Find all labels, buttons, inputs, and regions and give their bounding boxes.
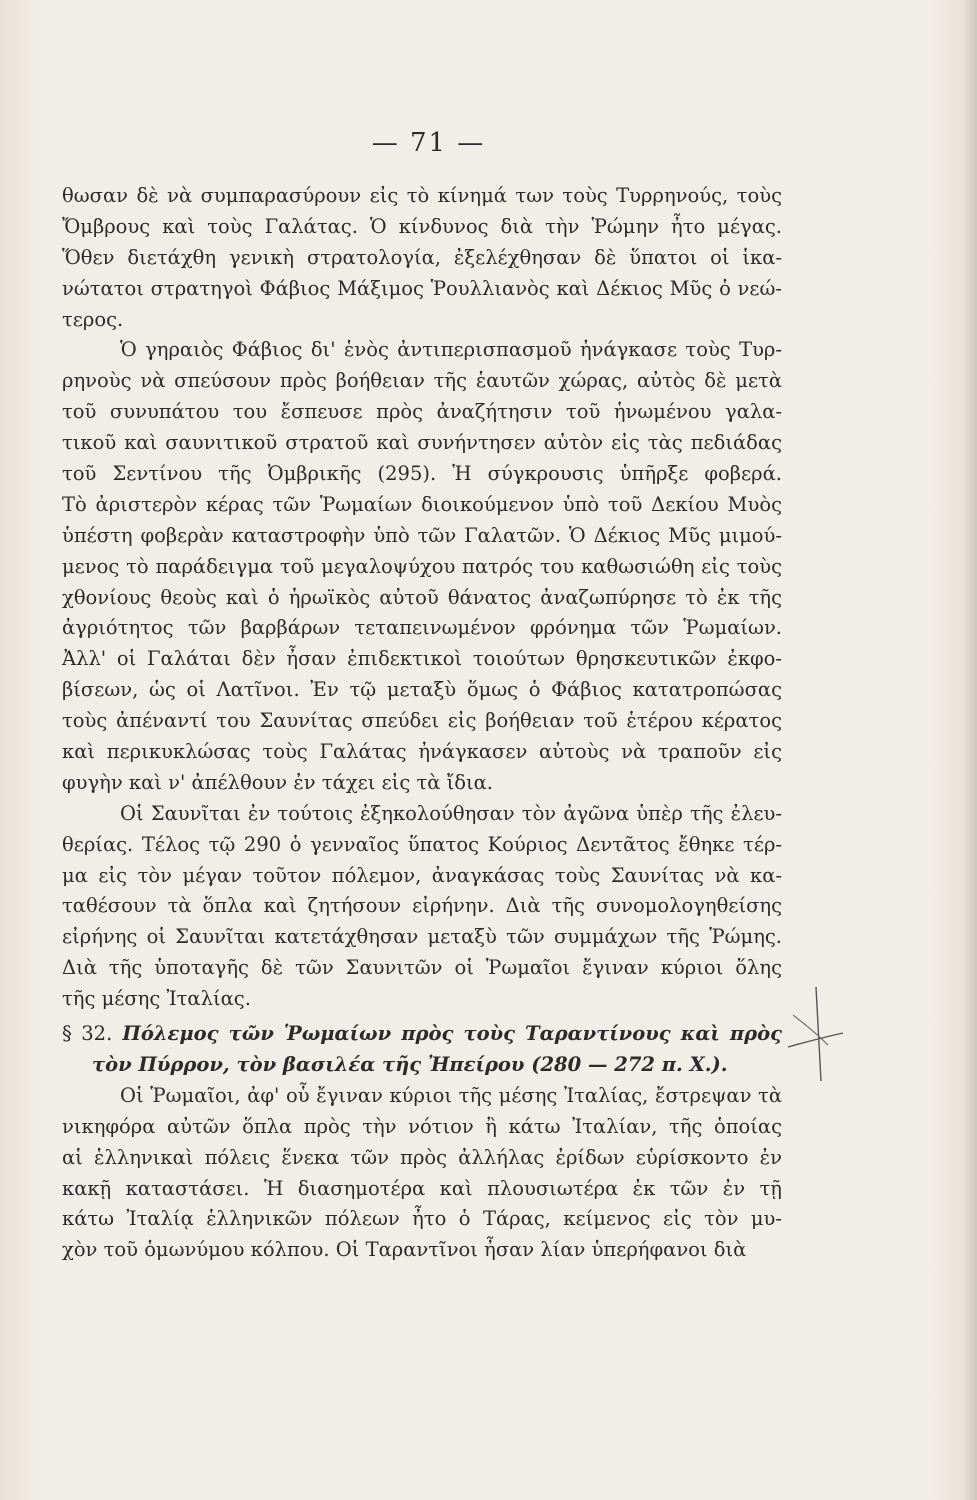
text-line: μα εἰς τὸν μέγαν τοῦτον πόλεμον, ἀναγκάσας τοὺς Σαυνίτας νὰ κα- <box>62 863 782 887</box>
text-line: Διὰ τῆς ὑποταγῆς δὲ τῶν Σαυνιτῶν οἱ Ῥωμαῖοι ἔγιναν κύριοι ὅλης <box>62 956 782 980</box>
paragraph-3 <box>62 799 782 1015</box>
paragraph-4 <box>62 1081 782 1266</box>
section-heading <box>62 1019 782 1081</box>
text-line: τοὺς ἀπέναντί του Σαυνίτας σπεύδει εἰς βοήθειαν τοῦ ἑτέρου κέρατος <box>62 709 782 733</box>
text-line: μενος τὸ παράδειγμα τοῦ μεγαλοψύχου πατρός του καθωσιώθη εἰς τοὺς <box>62 554 782 578</box>
text-line: καὶ περικυκλώσας τοὺς Γαλάτας ἠνάγκασεν αὐτοὺς νὰ τραποῦν εἰς <box>62 740 782 764</box>
text-line: νώτατοι στρατηγοὶ Φάβιος Μάξιμος Ῥουλλιανὸς καὶ Δέκιος Μῦς ὁ νεώ- <box>62 276 782 300</box>
text-line: χὸν τοῦ ὁμωνύμου κόλπου. Οἱ Ταραντῖνοι ἦσαν λίαν ὑπερήφανοι διὰ <box>62 1238 747 1262</box>
text-line: Ὅθεν διετάχθη γενικὴ στρατολογία, ἐξελέχθησαν δὲ ὕπατοι οἱ ἱκα- <box>62 245 782 269</box>
text-line: Ὁ γηραιὸς Φάβιος δι' ἑνὸς ἀντιπερισπασμοῦ ἠνάγκασε τοὺς Τυρ- <box>120 338 782 362</box>
text-line: ἀγριότητος τῶν βαρβάρων τεταπεινωμένον φρόνημα τῶν Ῥωμαίων. <box>62 616 782 640</box>
text-line: τοῦ συνυπάτου του ἔσπευσε πρὸς ἀναζήτησιν τοῦ ἡνωμένου γαλα- <box>62 400 782 424</box>
text-line: Ὄμβρους καὶ τοὺς Γαλάτας. Ὁ κίνδυνος διὰ τὴν Ῥώμην ἦτο μέγας. <box>62 214 782 238</box>
pencil-mark <box>788 985 848 1085</box>
text-line: θερίας. Τέλος τῷ 290 ὁ γενναῖος ὕπατος Κούριος Δεντᾶτος ἔθηκε τέρ- <box>62 832 782 856</box>
text-line: Ἀλλ' οἱ Γαλάται δὲν ἦσαν ἐπιδεκτικοὶ τοιούτων θρησκευτικῶν ἐκφο- <box>62 647 782 671</box>
text-line: τερος. <box>62 307 124 331</box>
paragraph-1 <box>62 181 782 335</box>
text-line: εἰρήνης οἱ Σαυνῖται κατετάχθησαν μεταξὺ τῶν συμμάχων τῆς Ῥώμης. <box>62 925 782 949</box>
section-number: § 32. <box>62 1022 113 1046</box>
text-line: κακῇ καταστάσει. Ἡ διασημοτέρα καὶ πλουσιωτέρα ἐκ τῶν ἐν τῇ <box>62 1176 782 1200</box>
text-line: χθονίους θεοὺς καὶ ὁ ἡρωϊκὸς αὐτοῦ θάνατος ἀναζωπύρησε τὸ ἐκ τῆς <box>62 585 782 609</box>
text-line: ὑπέστη φοβερὰν καταστροφὴν ὑπὸ τῶν Γαλατῶν. Ὁ Δέκιος Μῦς μιμού- <box>62 523 782 547</box>
text-line: φυγὴν καὶ ν' ἀπέλθουν ἐν τάχει εἰς τὰ ἴδια. <box>62 770 493 794</box>
text-line: Οἱ Σαυνῖται ἐν τούτοις ἐξηκολούθησαν τὸν ἀγῶνα ὑπὲρ τῆς ἐλευ- <box>120 801 782 825</box>
paragraph-2 <box>62 335 782 798</box>
text-line: κάτω Ἰταλίᾳ ἑλληνικῶν πόλεων ἦτο ὁ Τάρας, κείμενος εἰς τὸν μυ- <box>62 1207 782 1231</box>
text-line: βίσεων, ὡς οἱ Λατῖνοι. Ἐν τῷ μεταξὺ ὅμως ὁ Φάβιος κατατροπώσας <box>62 678 782 702</box>
text-line: νικηφόρα αὐτῶν ὅπλα πρὸς τὴν νότιον ἢ κάτω Ἰταλίαν, τῆς ὁποίας <box>62 1114 782 1138</box>
page-edge-shadow <box>963 0 977 1500</box>
text-line: τῆς μέσης Ἰταλίας. <box>62 987 251 1011</box>
text-line: Τὸ ἀριστερὸν κέρας τῶν Ῥωμαίων διοικούμενον ὑπὸ τοῦ Δεκίου Μυὸς <box>62 492 782 516</box>
text-line: τοῦ Σεντίνου τῆς Ὀμβρικῆς (295). Ἡ σύγκρουσις ὑπῆρξε φοβερά. <box>62 462 782 486</box>
text-line: Οἱ Ῥωμαῖοι, ἀφ' οὗ ἔγιναν κύριοι τῆς μέσης Ἰταλίας, ἔστρεψαν τὰ <box>120 1083 782 1107</box>
section-heading-line-1 <box>62 1019 782 1050</box>
text-line: ταθέσουν τὰ ὅπλα καὶ ζητήσουν εἰρήνην. Διὰ τῆς συνομολογηθείσης <box>62 894 782 918</box>
body-text <box>62 181 782 1266</box>
text-line: τικοῦ καὶ σαυνιτικοῦ στρατοῦ καὶ συνήντησεν αὐτὸν εἰς τὰς πεδιάδας <box>62 431 782 455</box>
section-title-part-1: Πόλεμος τῶν Ῥωμαίων πρὸς τοὺς Ταραντίνους καὶ πρὸς <box>122 1022 783 1046</box>
section-heading-line-2: τὸν Πύρρον, τὸν βασιλέα τῆς Ἠπείρου (280 — 272 π. Χ.). <box>92 1052 728 1076</box>
text-line: ρηνοὺς νὰ σπεύσουν πρὸς βοήθειαν τῆς ἑαυτῶν χώρας, αὐτὸς δὲ μετὰ <box>62 369 782 393</box>
text-line: αἱ ἑλληνικαὶ πόλεις ἕνεκα τῶν πρὸς ἀλλήλας ἐρίδων εὑρίσκοντο ἐν <box>62 1145 782 1169</box>
page-number: — 71 — <box>371 128 486 158</box>
text-line: θωσαν δὲ νὰ συμπαρασύρουν εἰς τὸ κίνημά των τοὺς Τυρρηνούς, τοὺς <box>62 184 782 207</box>
